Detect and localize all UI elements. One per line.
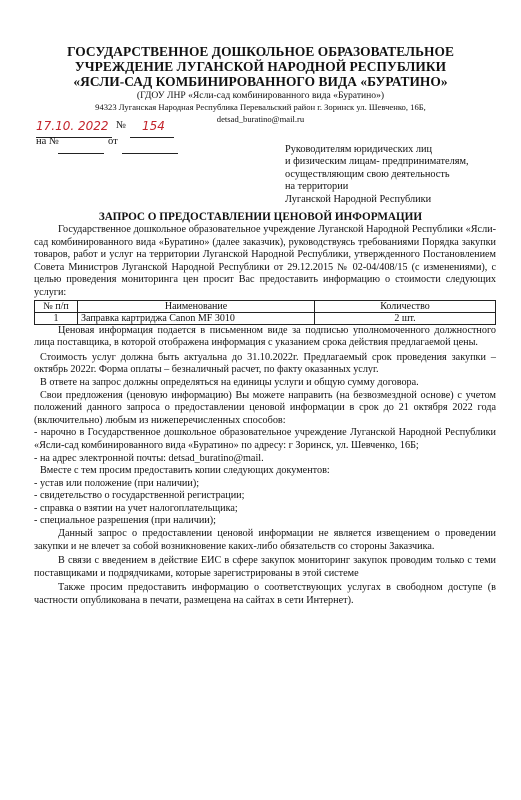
addressee-line: Руководителям юридических лиц: [285, 144, 433, 155]
price-info-paragraph: Ценовая информация подается в письменном виде за подписью уполномоченного должностного лица поставщика, в которой отображена информация с указанием срока действия предлагаемой цены.: [34, 324, 496, 349]
addressee-block: [285, 144, 510, 206]
letterhead-address: 94323 Луганская Народная Республика Перевальский район г. Зоринск ул. Шевченко, 16Б,: [95, 102, 426, 112]
addressee-line: осуществляющим свою деятельность: [285, 168, 450, 180]
reference-number-label: на №: [36, 136, 59, 147]
letterhead-line-3: «ЯСЛИ-САД КОМБИНИРОВАННОГО ВИДА «БУРАТИНО»: [73, 74, 448, 89]
table-cell-name: Заправка картриджа Canon MF 3010: [78, 312, 315, 324]
intro-paragraph: Государственное дошкольное образовательное учреждение Луганской Народной Республики «Ясли-сад комбинированного вида «Буратино» (далее заказчик), руководствуясь требованиями Порядка закупки товаров, работ и услуг на территории Луганской Народной Республики, утвержденного Постановлением Совета Министров Луганской Народной Республики от 29.12.2015 № 02-04/408/15 (с изменениями), с целью проведения мониторинга цен просит Вас предоставить информацию о стоимости следующих услуги:: [34, 224, 496, 298]
letterhead-line-2: УЧРЕЖДЕНИЕ ЛУГАНСКОЙ НАРОДНОЙ РЕСПУБЛИКИ: [74, 59, 447, 74]
table-header-quantity: Количество: [315, 300, 496, 312]
letterhead-line-1: ГОСУДАРСТВЕННОЕ ДОШКОЛЬНОЕ ОБРАЗОВАТЕЛЬНОЕ: [67, 44, 454, 59]
services-table: [34, 300, 496, 325]
documents-item: - устав или положение (при наличии);: [34, 477, 200, 489]
registration-block: [36, 120, 216, 152]
validity-paragraph: Стоимость услуг должна быть актуальна до 31.10.2022г. Предлагаемый срок проведения закупки – октябрь 2022г. Форма оплаты – безналичный расчет, по факту оказанных услуг.: [34, 351, 496, 376]
addressee-line: на территории: [285, 181, 349, 193]
registration-number-handwritten: 154: [142, 119, 165, 133]
submission-method-hand: - нарочно в Государственное дошкольное образовательное учреждение Луганской Народной Республики «Ясли-сад комбинированного вида «Буратино» по адресу: г Зоринск, ул. Шевченко, 16Б;: [34, 427, 496, 451]
letterhead-email: detsad_buratino@mail.ru: [216, 113, 305, 124]
table-header-name: Наименование: [78, 300, 315, 312]
document-body: [34, 224, 496, 608]
public-info-paragraph: Также просим предоставить информацию о соответствующих услугах в свободном доступе (в частности опубликована в печати, размещена на сайтах в сети Интернет).: [34, 582, 496, 607]
letterhead: [0, 44, 521, 124]
registration-number-label: №: [116, 120, 127, 131]
submission-method-email: - на адрес электронной почты: detsad_buratino@mail.: [34, 452, 264, 464]
table-cell-quantity: 2 шт.: [315, 312, 496, 324]
addressee-line: и физическим лицам- предпринимателям,: [285, 156, 469, 168]
registration-date-handwritten: 17.10. 2022: [36, 119, 109, 133]
documents-item: - специальное разрешения (при наличии);: [34, 515, 216, 527]
document-title: ЗАПРОС О ПРЕДОСТАВЛЕНИИ ЦЕНОВОЙ ИНФОРМАЦИИ: [98, 211, 423, 223]
table-header-row: [35, 300, 496, 312]
disclaimer-paragraph: Данный запрос о предоставлении ценовой информации не является извещением о проведении закупки и не влечет за собой возникновение каких-либо обязательств со стороны Заказчика.: [34, 528, 496, 552]
letterhead-short-name: (ГДОУ ЛНР «Ясли-сад комбинированного вида «Буратино»): [136, 90, 385, 101]
reference-from-label: от: [108, 136, 118, 147]
table-header-number: № п/п: [35, 300, 78, 312]
documents-item: - справка о взятии на учет налогоплательщика;: [34, 502, 238, 514]
table-row: [35, 312, 496, 324]
documents-intro: Вместе с тем просим предоставить копии следующих документов:: [40, 465, 330, 477]
addressee-line: Луганской Народной Республики: [285, 193, 432, 205]
documents-item: - свидетельство о государственной регистрации;: [34, 490, 245, 502]
response-paragraph: В ответе на запрос должны определяться на единицы услуги и общую сумму договора.: [40, 376, 419, 388]
table-cell-number: 1: [35, 312, 78, 324]
eis-paragraph: В связи с введением в действие ЕИС в сфере закупок мониторинг закупок проводим только с теми поставщиками и подрядчиками, которые зарегистрированы в этой системе: [34, 555, 496, 579]
submission-paragraph: Свои предложения (ценовую информацию) Вы можете направить (на безвозмездной основе) с учетом положений данного запроса о предоставлении ценовой информации в срок до 21 октября 2022 года (включительно) любым из нижеперечисленных способов:: [34, 389, 496, 426]
